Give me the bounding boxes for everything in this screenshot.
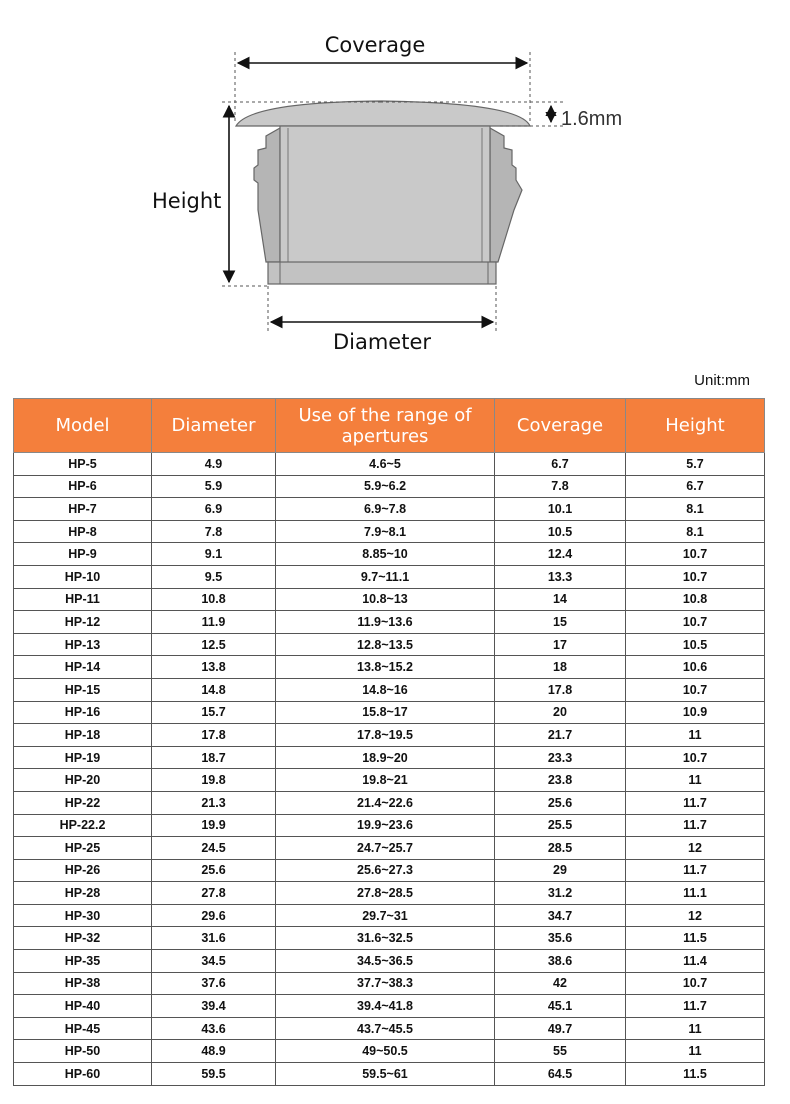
diameter-cell: 9.1 (152, 543, 276, 566)
table-row (14, 769, 765, 792)
height-cell: 10.5 (626, 633, 765, 656)
aperture-range-cell: 9.7~11.1 (276, 565, 495, 588)
header-model: Model (14, 399, 152, 453)
diameter-label: Diameter (332, 330, 432, 354)
model-cell: HP-7 (14, 498, 152, 521)
model-cell: HP-9 (14, 543, 152, 566)
table-row (14, 724, 765, 747)
diameter-cell: 37.6 (152, 972, 276, 995)
diameter-cell: 34.5 (152, 950, 276, 973)
diameter-dimension (268, 286, 496, 354)
coverage-cell: 42 (495, 972, 626, 995)
height-cell: 8.1 (626, 520, 765, 543)
model-cell: HP-38 (14, 972, 152, 995)
header-coverage: Coverage (495, 399, 626, 453)
table-header-row (14, 399, 765, 453)
aperture-range-cell: 6.9~7.8 (276, 498, 495, 521)
coverage-cell: 38.6 (495, 950, 626, 973)
model-cell: HP-45 (14, 1017, 152, 1040)
cap-thickness-label: 1.6mm (561, 108, 623, 130)
coverage-cell: 29 (495, 859, 626, 882)
height-cell: 12 (626, 837, 765, 860)
table-row (14, 475, 765, 498)
coverage-cell: 25.6 (495, 791, 626, 814)
right-barb (490, 128, 522, 262)
left-barb (254, 128, 280, 262)
model-cell: HP-26 (14, 859, 152, 882)
diameter-cell: 24.5 (152, 837, 276, 860)
diameter-cell: 43.6 (152, 1017, 276, 1040)
model-cell: HP-22.2 (14, 814, 152, 837)
diameter-cell: 25.6 (152, 859, 276, 882)
model-cell: HP-50 (14, 1040, 152, 1063)
model-cell: HP-60 (14, 1063, 152, 1086)
table-row (14, 678, 765, 701)
height-cell: 6.7 (626, 475, 765, 498)
aperture-range-cell: 24.7~25.7 (276, 837, 495, 860)
coverage-cell: 7.8 (495, 475, 626, 498)
diameter-cell: 19.8 (152, 769, 276, 792)
aperture-range-cell: 12.8~13.5 (276, 633, 495, 656)
model-cell: HP-12 (14, 611, 152, 634)
diameter-cell: 48.9 (152, 1040, 276, 1063)
diameter-cell: 13.8 (152, 656, 276, 679)
aperture-range-cell: 49~50.5 (276, 1040, 495, 1063)
diameter-cell: 6.9 (152, 498, 276, 521)
plug-dimension-diagram (0, 0, 790, 365)
height-cell: 11.7 (626, 995, 765, 1018)
table-row (14, 520, 765, 543)
model-cell: HP-16 (14, 701, 152, 724)
aperture-range-cell: 18.9~20 (276, 746, 495, 769)
table-row (14, 611, 765, 634)
height-cell: 11.5 (626, 1063, 765, 1086)
coverage-cell: 14 (495, 588, 626, 611)
aperture-range-cell: 11.9~13.6 (276, 611, 495, 634)
height-cell: 11 (626, 1040, 765, 1063)
height-cell: 10.6 (626, 656, 765, 679)
table-row (14, 701, 765, 724)
header-height: Height (626, 399, 765, 453)
aperture-range-cell: 13.8~15.2 (276, 656, 495, 679)
coverage-cell: 23.8 (495, 769, 626, 792)
coverage-cell: 31.2 (495, 882, 626, 905)
table-row (14, 633, 765, 656)
height-cell: 11.1 (626, 882, 765, 905)
table-row (14, 746, 765, 769)
plug-base (268, 262, 496, 284)
coverage-cell: 17.8 (495, 678, 626, 701)
table-body (14, 453, 765, 1086)
aperture-range-cell: 21.4~22.6 (276, 791, 495, 814)
coverage-cell: 25.5 (495, 814, 626, 837)
aperture-range-cell: 15.8~17 (276, 701, 495, 724)
diameter-cell: 15.7 (152, 701, 276, 724)
height-cell: 11.7 (626, 814, 765, 837)
header-aperture-range: Use of the range of apertures (276, 399, 495, 453)
table-row (14, 814, 765, 837)
model-cell: HP-6 (14, 475, 152, 498)
table-row (14, 859, 765, 882)
aperture-range-cell: 37.7~38.3 (276, 972, 495, 995)
diameter-cell: 19.9 (152, 814, 276, 837)
height-cell: 10.7 (626, 678, 765, 701)
table-row (14, 498, 765, 521)
model-cell: HP-5 (14, 453, 152, 476)
table-row (14, 656, 765, 679)
aperture-range-cell: 19.8~21 (276, 769, 495, 792)
table-row (14, 791, 765, 814)
model-cell: HP-25 (14, 837, 152, 860)
coverage-cell: 20 (495, 701, 626, 724)
height-cell: 11.7 (626, 859, 765, 882)
model-cell: HP-19 (14, 746, 152, 769)
table-row (14, 588, 765, 611)
height-cell: 11.4 (626, 950, 765, 973)
height-cell: 11 (626, 769, 765, 792)
coverage-cell: 10.5 (495, 520, 626, 543)
coverage-cell: 18 (495, 656, 626, 679)
height-cell: 10.7 (626, 746, 765, 769)
plug-body (236, 101, 530, 284)
model-cell: HP-32 (14, 927, 152, 950)
coverage-cell: 55 (495, 1040, 626, 1063)
diameter-cell: 7.8 (152, 520, 276, 543)
model-cell: HP-20 (14, 769, 152, 792)
aperture-range-cell: 31.6~32.5 (276, 927, 495, 950)
model-cell: HP-30 (14, 904, 152, 927)
aperture-range-cell: 34.5~36.5 (276, 950, 495, 973)
diameter-cell: 18.7 (152, 746, 276, 769)
table-row (14, 453, 765, 476)
aperture-range-cell: 43.7~45.5 (276, 1017, 495, 1040)
table-row (14, 972, 765, 995)
aperture-range-cell: 25.6~27.3 (276, 859, 495, 882)
model-cell: HP-35 (14, 950, 152, 973)
model-cell: HP-14 (14, 656, 152, 679)
height-cell: 10.8 (626, 588, 765, 611)
height-cell: 10.7 (626, 565, 765, 588)
unit-label: Unit:mm (694, 372, 750, 389)
aperture-range-cell: 4.6~5 (276, 453, 495, 476)
height-cell: 10.7 (626, 543, 765, 566)
height-cell: 11 (626, 724, 765, 747)
table-row (14, 1017, 765, 1040)
coverage-cell: 21.7 (495, 724, 626, 747)
table-row (14, 904, 765, 927)
model-cell: HP-15 (14, 678, 152, 701)
aperture-range-cell: 17.8~19.5 (276, 724, 495, 747)
aperture-range-cell: 29.7~31 (276, 904, 495, 927)
table-row (14, 927, 765, 950)
height-cell: 11 (626, 1017, 765, 1040)
aperture-range-cell: 14.8~16 (276, 678, 495, 701)
table-row (14, 882, 765, 905)
diameter-cell: 14.8 (152, 678, 276, 701)
coverage-cell: 28.5 (495, 837, 626, 860)
height-cell: 8.1 (626, 498, 765, 521)
aperture-range-cell: 19.9~23.6 (276, 814, 495, 837)
diameter-cell: 4.9 (152, 453, 276, 476)
model-cell: HP-8 (14, 520, 152, 543)
coverage-cell: 45.1 (495, 995, 626, 1018)
coverage-cell: 6.7 (495, 453, 626, 476)
height-cell: 10.7 (626, 611, 765, 634)
spec-table (13, 398, 765, 1086)
coverage-cell: 23.3 (495, 746, 626, 769)
model-cell: HP-28 (14, 882, 152, 905)
header-diameter: Diameter (152, 399, 276, 453)
height-cell: 10.7 (626, 972, 765, 995)
model-cell: HP-11 (14, 588, 152, 611)
model-cell: HP-13 (14, 633, 152, 656)
diameter-cell: 9.5 (152, 565, 276, 588)
table-row (14, 565, 765, 588)
diameter-cell: 11.9 (152, 611, 276, 634)
table-row (14, 950, 765, 973)
plug-shank (280, 126, 490, 263)
aperture-range-cell: 59.5~61 (276, 1063, 495, 1086)
height-label: Height (152, 189, 222, 213)
aperture-range-cell: 10.8~13 (276, 588, 495, 611)
table-row (14, 837, 765, 860)
height-cell: 10.9 (626, 701, 765, 724)
table-row (14, 1040, 765, 1063)
diameter-cell: 31.6 (152, 927, 276, 950)
coverage-cell: 15 (495, 611, 626, 634)
table-row (14, 995, 765, 1018)
diameter-cell: 29.6 (152, 904, 276, 927)
coverage-label: Coverage (324, 33, 426, 57)
coverage-cell: 34.7 (495, 904, 626, 927)
aperture-range-cell: 8.85~10 (276, 543, 495, 566)
diameter-cell: 39.4 (152, 995, 276, 1018)
table-row (14, 543, 765, 566)
aperture-range-cell: 39.4~41.8 (276, 995, 495, 1018)
aperture-range-cell: 27.8~28.5 (276, 882, 495, 905)
diameter-cell: 27.8 (152, 882, 276, 905)
diameter-cell: 59.5 (152, 1063, 276, 1086)
height-cell: 11.5 (626, 927, 765, 950)
height-cell: 11.7 (626, 791, 765, 814)
aperture-range-cell: 7.9~8.1 (276, 520, 495, 543)
model-cell: HP-22 (14, 791, 152, 814)
coverage-cell: 35.6 (495, 927, 626, 950)
diameter-cell: 21.3 (152, 791, 276, 814)
coverage-cell: 12.4 (495, 543, 626, 566)
model-cell: HP-40 (14, 995, 152, 1018)
height-cell: 5.7 (626, 453, 765, 476)
table-row (14, 1063, 765, 1086)
coverage-cell: 64.5 (495, 1063, 626, 1086)
coverage-cell: 13.3 (495, 565, 626, 588)
plug-cap (236, 101, 530, 126)
height-cell: 12 (626, 904, 765, 927)
coverage-cell: 10.1 (495, 498, 626, 521)
diameter-cell: 10.8 (152, 588, 276, 611)
diameter-cell: 5.9 (152, 475, 276, 498)
diameter-cell: 17.8 (152, 724, 276, 747)
model-cell: HP-18 (14, 724, 152, 747)
coverage-cell: 17 (495, 633, 626, 656)
coverage-cell: 49.7 (495, 1017, 626, 1040)
model-cell: HP-10 (14, 565, 152, 588)
diameter-cell: 12.5 (152, 633, 276, 656)
aperture-range-cell: 5.9~6.2 (276, 475, 495, 498)
